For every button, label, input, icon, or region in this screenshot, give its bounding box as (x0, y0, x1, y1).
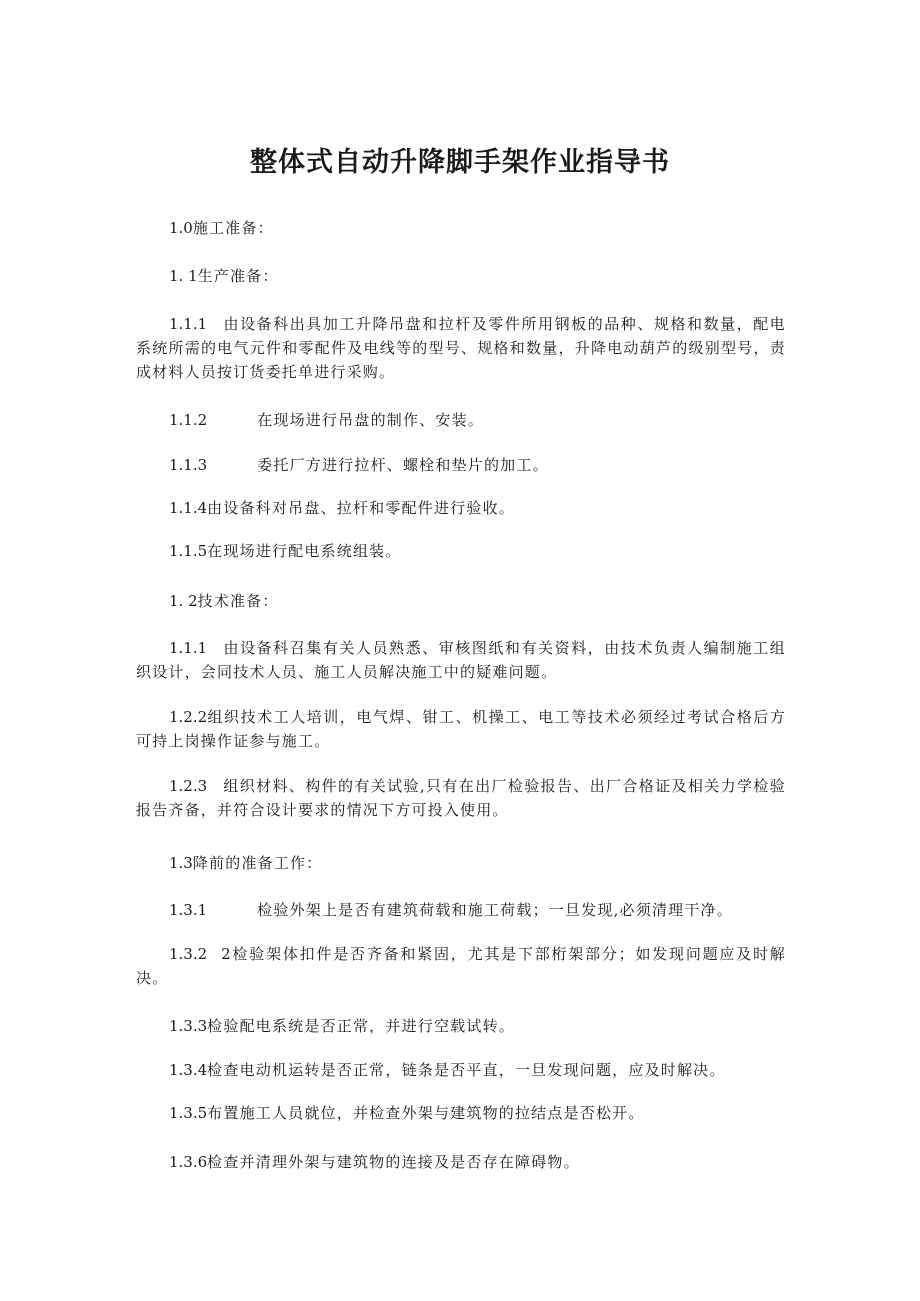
paragraph-1-1-2 (136, 408, 786, 432)
paragraph-text: 检验外架上是否有建筑荷载和施工荷载；一旦发现,必须清理干净。 (257, 901, 733, 919)
paragraph-text: 在现场进行吊盘的制作、安装。 (257, 411, 484, 429)
paragraph-1-0 (136, 216, 786, 240)
section-number: 1.3.6 (169, 1153, 208, 1171)
paragraph-1-3-4 (136, 1058, 786, 1082)
section-number: 1.1.1 (169, 315, 208, 333)
paragraph-text: 委托厂方进行拉杆、螺栓和垫片的加工。 (257, 456, 549, 474)
paragraph-text: 组织技术工人培训，电气焊、钳工、机操工、电工等技术必须经过考试合格后方可持上岗操作证参与施工。 (136, 708, 786, 750)
section-number: 1.1.5 (169, 542, 208, 560)
paragraph-text: 布置施工人员就位，并检查外架与建筑物的拉结点是否松开。 (207, 1104, 645, 1122)
paragraph-1-1-4 (136, 496, 786, 520)
section-number: 1.2.2 (169, 708, 208, 726)
paragraph-text: 检验配电系统是否正常，并进行空载试转。 (207, 1017, 515, 1035)
section-number: 1.3.2 (169, 945, 208, 963)
section-number: 1. 1 (169, 267, 198, 285)
paragraph-text: 由设备科召集有关人员熟悉、审核图纸和有关资料，由技术负责人编制施工组织设计，会同技术人员、施工人员解决施工中的疑难问题。 (136, 639, 786, 681)
section-number: 1.3.4 (169, 1061, 208, 1079)
paragraph-text: 施工准备： (192, 219, 274, 237)
section-number: 1.1.2 (169, 411, 208, 429)
paragraph-text: 检查电动机运转是否正常，链条是否平直，一旦发现问题，应及时解决。 (207, 1061, 726, 1079)
section-number: 1.3.3 (169, 1017, 208, 1035)
paragraph-1-3-1 (136, 898, 786, 922)
paragraph-1-3-3 (136, 1014, 786, 1038)
paragraph-1-1-1 (136, 312, 786, 384)
paragraph-1-3 (136, 851, 786, 875)
paragraph-text: 在现场进行配电系统组装。 (207, 542, 402, 560)
paragraph-1-3-2 (136, 942, 786, 990)
paragraph-text: 由设备科对吊盘、拉杆和零配件进行验收。 (207, 499, 515, 517)
paragraph-1-2-3 (136, 774, 786, 822)
paragraph-1-1-5 (136, 539, 786, 563)
section-number: 1.0 (169, 219, 193, 237)
section-number: 1.2.3 (169, 777, 208, 795)
paragraph-text: 降前的准备工作： (192, 854, 323, 872)
section-number: 1.1.4 (169, 499, 208, 517)
paragraph-1-2-1 (136, 636, 786, 684)
paragraph-text: 由设备科出具加工升降吊盘和拉杆及零件所用钢板的品种、规格和数量，配电系统所需的电气元件和零配件及电线等的型号、规格和数量，升降电动葫芦的级别型号，责成材料人员按订货委托单进行采购。 (136, 315, 786, 381)
paragraph-1-2 (136, 589, 786, 613)
section-number: 1.1.1 (169, 639, 208, 657)
paragraph-text: 2检验架体扣件是否齐备和紧固，尤其是下部桁架部分；如发现问题应及时解决。 (136, 945, 786, 987)
paragraph-1-1-3 (136, 453, 786, 477)
section-number: 1.3.1 (169, 901, 208, 919)
paragraph-text: 组织材料、构件的有关试验,只有在出厂检验报告、出厂合格证及相关力学检验报告齐备，并符合设计要求的情况下方可投入使用。 (136, 777, 786, 819)
section-number: 1.3.5 (169, 1104, 208, 1122)
document-title: 整体式自动升降脚手架作业指导书 (250, 147, 670, 178)
section-number: 1.3 (169, 854, 193, 872)
paragraph-1-1 (136, 264, 786, 288)
section-number: 1.1.3 (169, 456, 208, 474)
paragraph-text: 生产准备： (197, 267, 279, 285)
paragraph-1-3-6 (136, 1150, 786, 1174)
paragraph-1-2-2 (136, 705, 786, 753)
paragraph-text: 检查并清理外架与建筑物的连接及是否存在障碍物。 (207, 1153, 580, 1171)
paragraph-text: 技术准备： (197, 592, 279, 610)
paragraph-1-3-5 (136, 1101, 786, 1125)
section-number: 1. 2 (169, 592, 198, 610)
